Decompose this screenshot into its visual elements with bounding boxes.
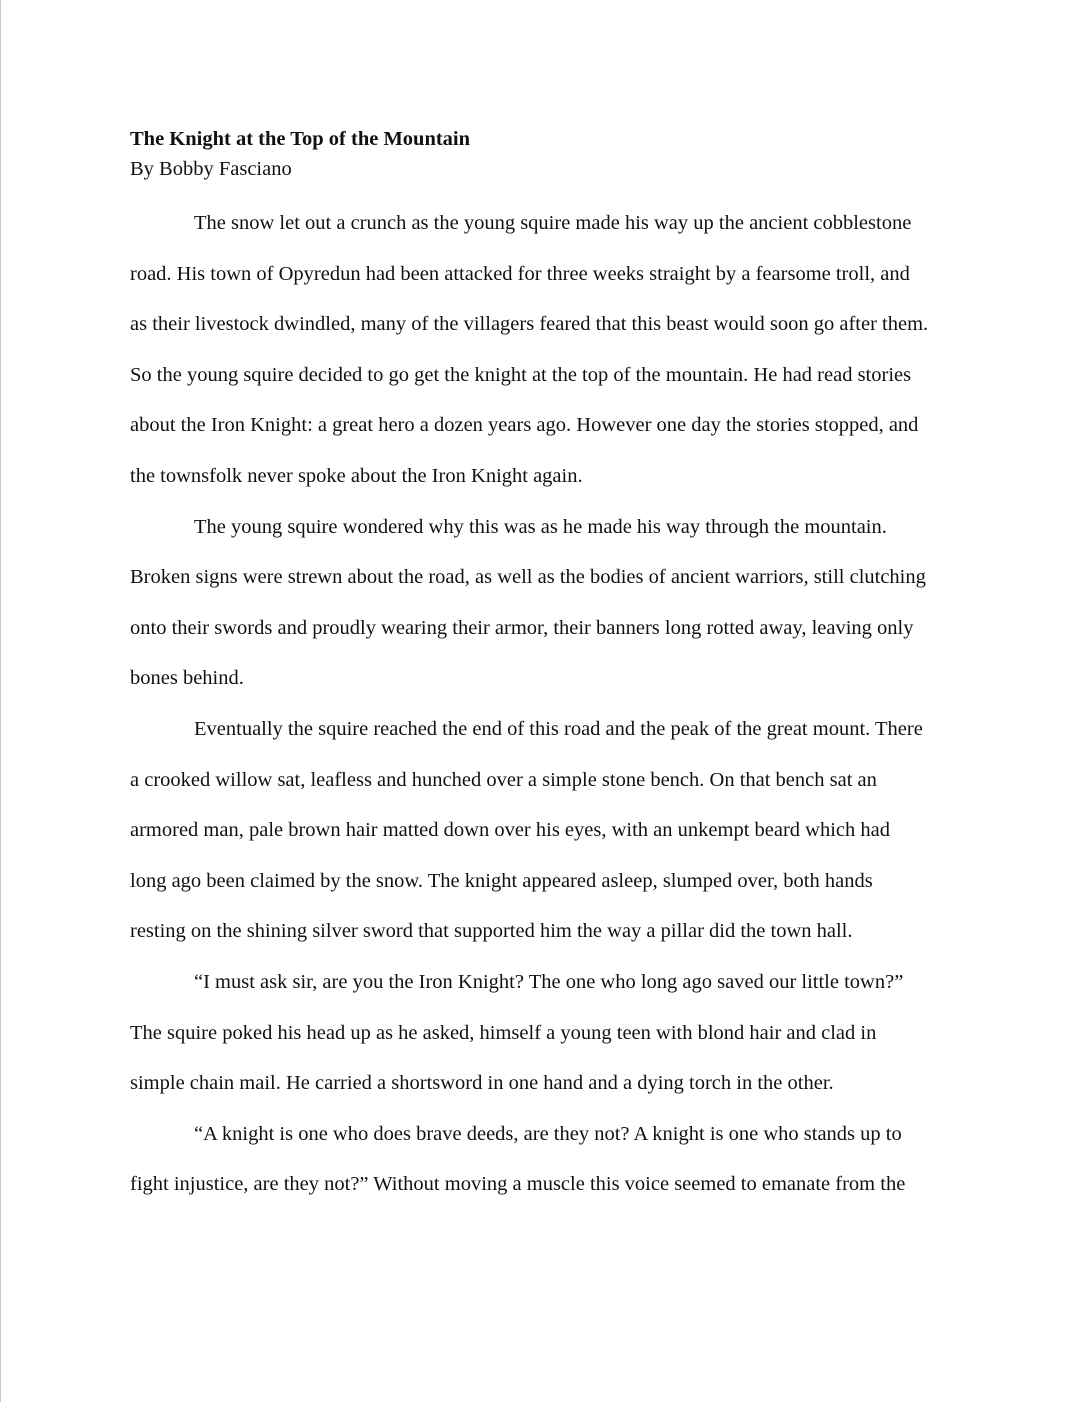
text-line: road. His town of Opyredun had been attacked for three weeks straight by a fearsome troll, and bbox=[130, 262, 910, 285]
text-line: simple chain mail. He carried a shortsword in one hand and a dying torch in the other. bbox=[130, 1072, 834, 1095]
text-line: Broken signs were strewn about the road, as well as the bodies of ancient warriors, still clutching bbox=[130, 566, 926, 589]
text-line: resting on the shining silver sword that supported him the way a pillar did the town hall. bbox=[130, 920, 853, 943]
text-line: The snow let out a crunch as the young squire made his way up the ancient cobblestone bbox=[194, 212, 912, 234]
text-line: “A knight is one who does brave deeds, are they not? A knight is one who stands up to bbox=[194, 1122, 902, 1145]
text-line: The young squire wondered why this was as he made his way through the mountain. bbox=[194, 515, 887, 538]
text-line: long ago been claimed by the snow. The knight appeared asleep, slumped over, both hands bbox=[130, 869, 873, 892]
text-line: So the young squire decided to go get the knight at the top of the mountain. He had read stories bbox=[130, 363, 912, 386]
paragraph bbox=[130, 198, 970, 502]
text-line: about the Iron Knight: a great hero a dozen years ago. However one day the stories stopped, and bbox=[130, 414, 919, 437]
paragraph bbox=[130, 704, 970, 957]
text-line: onto their swords and proudly wearing their armor, their banners long rotted away, leaving only bbox=[130, 616, 914, 639]
text-line: armored man, pale brown hair matted down over his eyes, with an unkempt beard which had bbox=[130, 819, 890, 842]
text-line: Eventually the squire reached the end of this road and the peak of the great mount. There bbox=[194, 717, 923, 740]
text-line: the townsfolk never spoke about the Iron Knight again. bbox=[130, 464, 583, 487]
document-body bbox=[130, 124, 970, 1210]
story-title: The Knight at the Top of the Mountain bbox=[130, 128, 471, 150]
text-line: a crooked willow sat, leafless and hunched over a simple stone bench. On that bench sat an bbox=[130, 768, 877, 791]
paragraph bbox=[130, 502, 970, 704]
paragraph bbox=[130, 957, 970, 1109]
text-line: “I must ask sir, are you the Iron Knight? The one who long ago saved our little town?” bbox=[194, 970, 904, 993]
text-line: The squire poked his head up as he asked, himself a young teen with blond hair and clad in bbox=[130, 1021, 877, 1044]
text-line: as their livestock dwindled, many of the villagers feared that this beast would soon go after them. bbox=[130, 313, 929, 336]
story-byline: By Bobby Fasciano bbox=[130, 158, 292, 180]
text-line: bones behind. bbox=[130, 667, 244, 690]
text-line: fight injustice, are they not?” Without moving a muscle this voice seemed to emanate from the bbox=[130, 1173, 906, 1196]
paragraph bbox=[130, 1109, 970, 1210]
